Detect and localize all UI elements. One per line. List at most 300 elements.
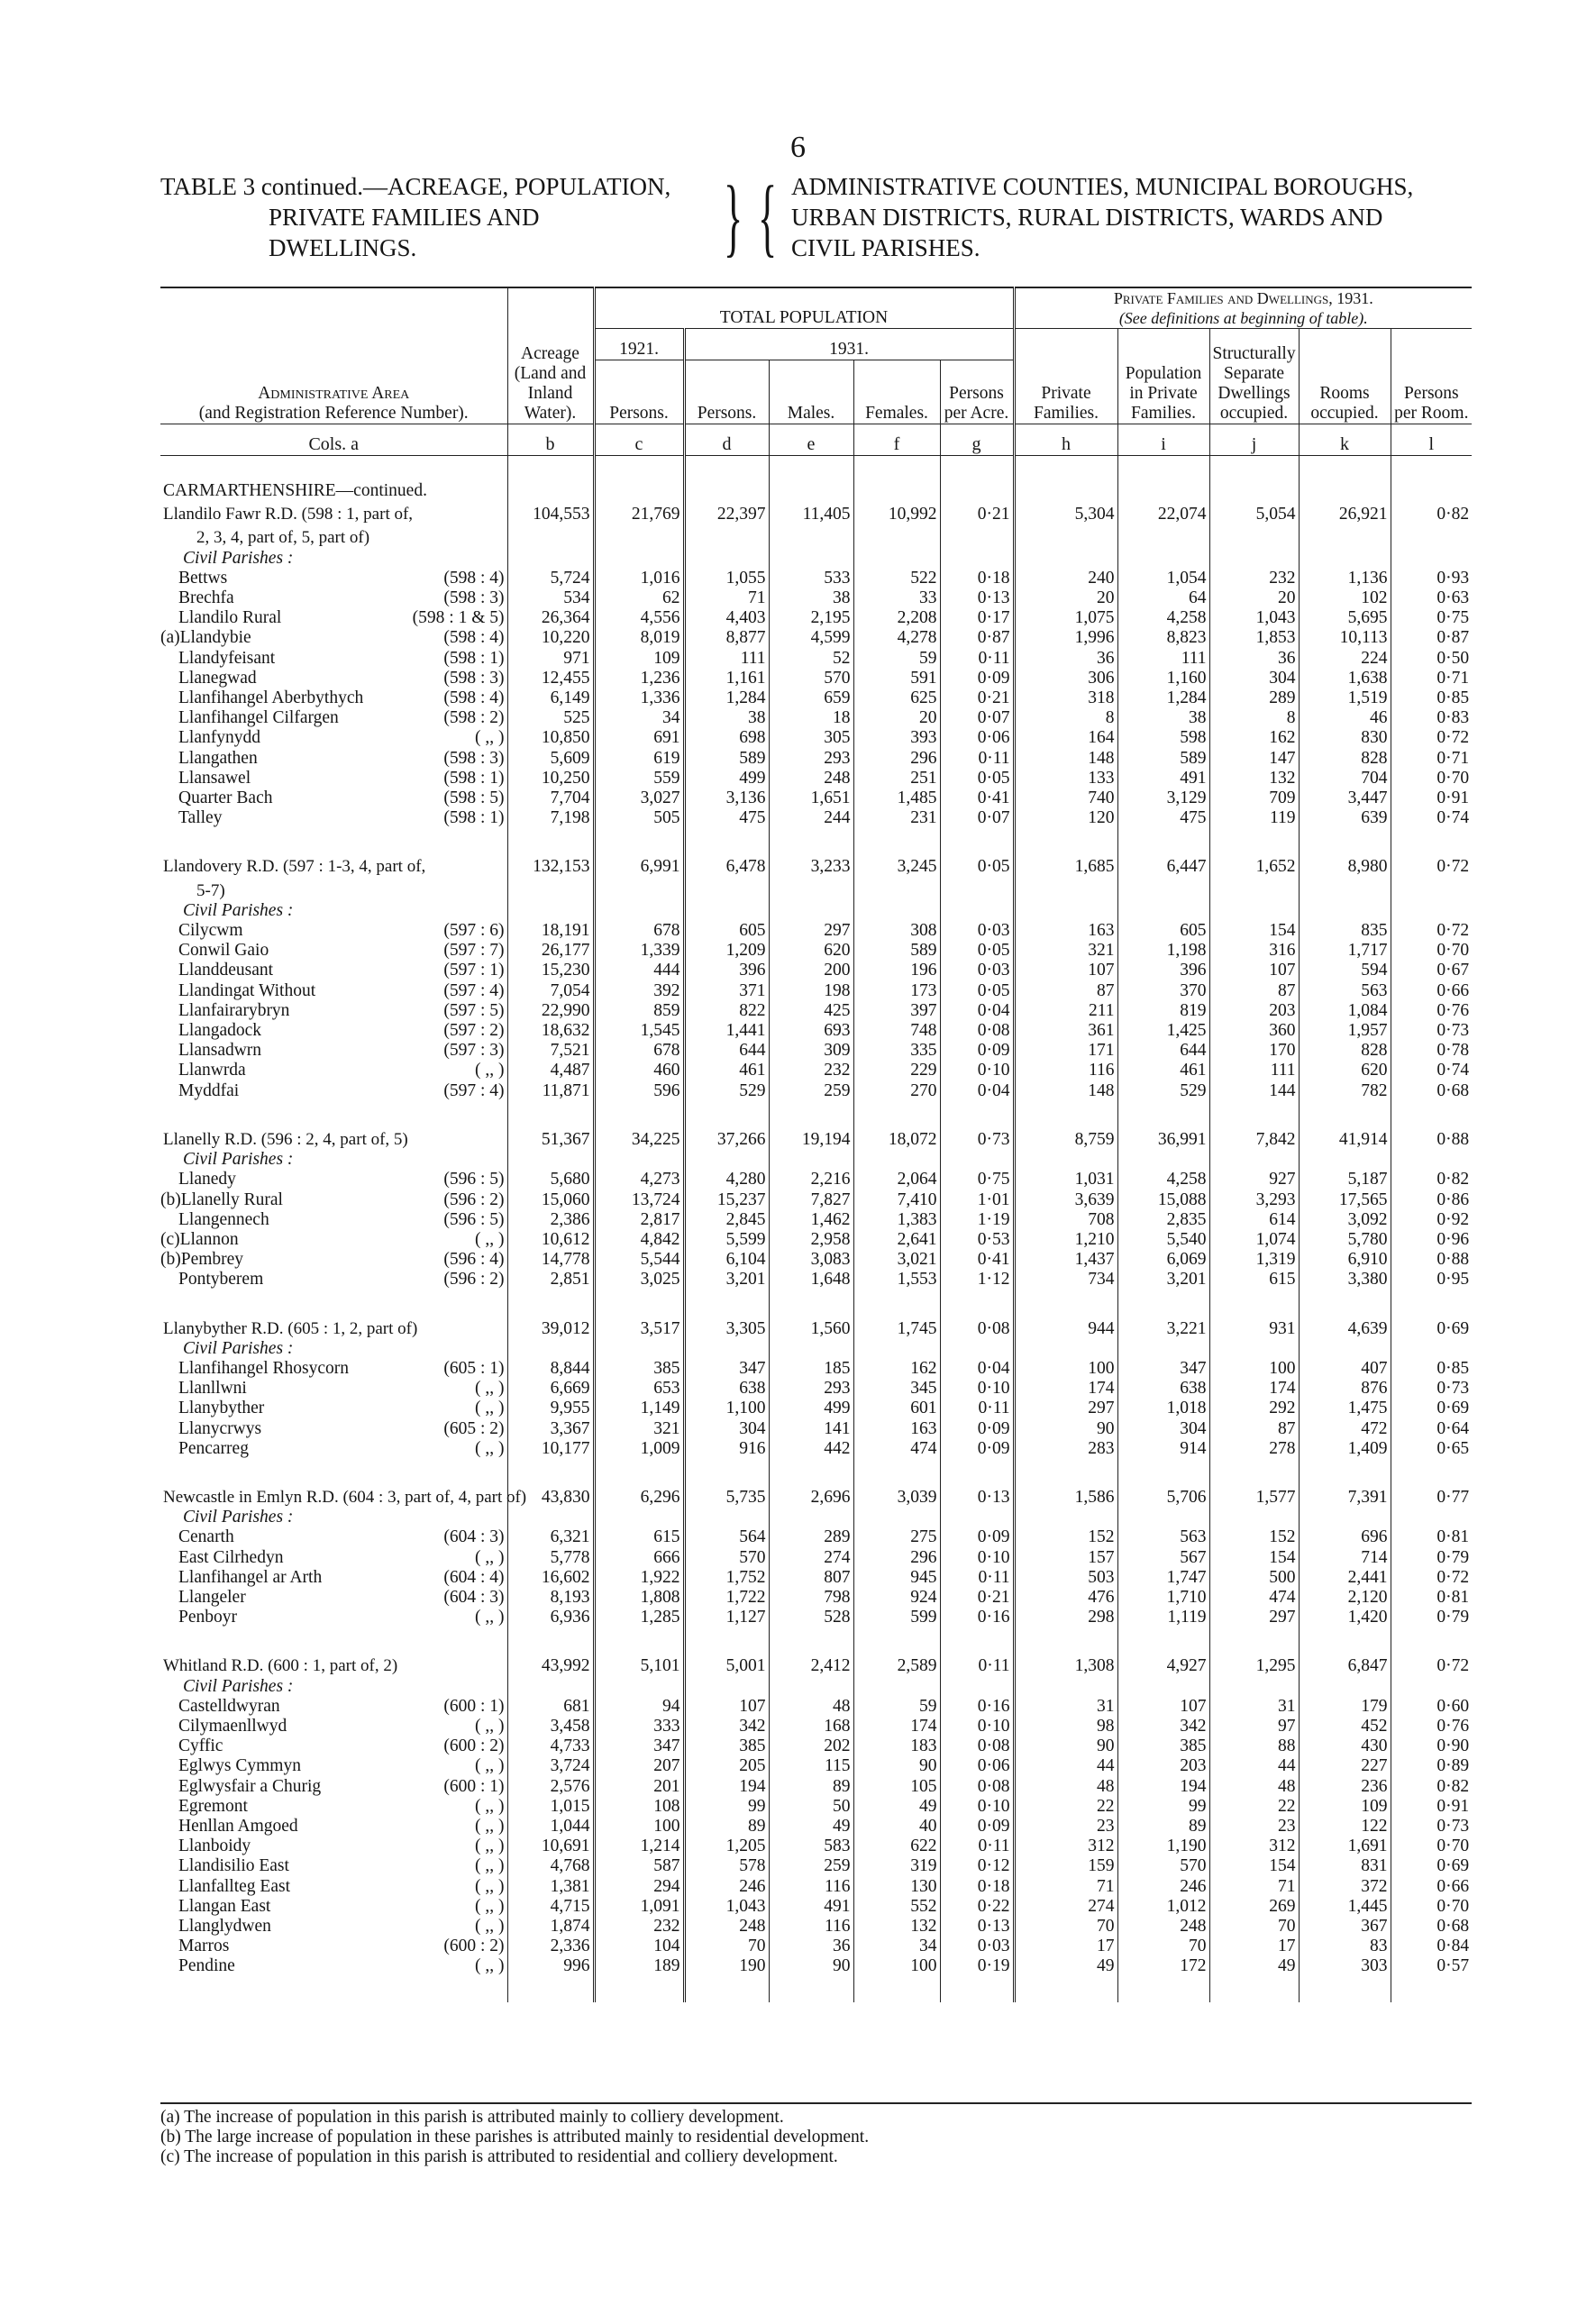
parish-row xyxy=(160,588,1472,608)
value-cell: 2,386 xyxy=(507,1210,594,1230)
value-cell: 7,198 xyxy=(507,808,594,828)
value-cell: 251 xyxy=(853,769,940,788)
value-cell: 49 xyxy=(1209,1956,1299,1976)
parish-name: Cilymaenllwyd xyxy=(178,1716,287,1736)
parish-row xyxy=(160,921,1472,941)
value-cell: 164 xyxy=(1014,728,1117,748)
page-number: 6 xyxy=(790,131,806,164)
district-name-cell xyxy=(160,853,507,877)
value-cell: 1,160 xyxy=(1117,669,1209,688)
value-cell: 876 xyxy=(1299,1379,1391,1399)
empty-cell xyxy=(684,1977,769,2002)
value-cell: 0·73 xyxy=(1391,1021,1472,1041)
parish-name: Cenarth xyxy=(178,1527,234,1547)
title-brace-left: { xyxy=(757,169,778,266)
empty-cell xyxy=(1299,1459,1391,1484)
value-cell: 475 xyxy=(1117,808,1209,828)
value-cell: 274 xyxy=(1014,1897,1117,1917)
footnote-b: (b) The large increase of population in these parishes is attributed mainly to residential development. xyxy=(160,2128,870,2146)
value-cell: 31 xyxy=(1209,1697,1299,1717)
value-cell: 1,996 xyxy=(1014,628,1117,648)
value-cell: 371 xyxy=(684,981,769,1001)
parish-ref: ( ,, ) xyxy=(475,1837,505,1856)
value-cell: 499 xyxy=(684,769,769,788)
empty-cell xyxy=(1014,1677,1117,1697)
value-cell: 116 xyxy=(769,1917,853,1937)
empty-cell xyxy=(507,901,594,921)
empty-cell xyxy=(853,549,940,569)
value-cell: 2,208 xyxy=(853,608,940,628)
value-cell: 4,768 xyxy=(507,1856,594,1876)
empty-cell xyxy=(684,524,769,548)
value-cell: 194 xyxy=(1117,1777,1209,1797)
value-cell: 2,696 xyxy=(769,1484,853,1508)
county-heading-row xyxy=(160,481,1472,501)
value-cell: 111 xyxy=(684,649,769,669)
value-cell: 2,958 xyxy=(769,1230,853,1250)
parish-row xyxy=(160,1399,1472,1418)
parish-name-cell xyxy=(160,1041,507,1061)
value-cell: 698 xyxy=(684,728,769,748)
value-cell: 644 xyxy=(1117,1041,1209,1061)
parish-ref: (596 : 5) xyxy=(443,1209,505,1229)
value-cell: 1,285 xyxy=(594,1608,684,1627)
empty-cell xyxy=(940,828,1014,853)
value-cell: 132 xyxy=(1209,769,1299,788)
parish-ref: ( ,, ) xyxy=(475,1716,505,1736)
value-cell: 98 xyxy=(1014,1717,1117,1736)
parish-name-cell xyxy=(160,1697,507,1717)
value-cell: 87 xyxy=(1209,981,1299,1001)
parish-name-cell xyxy=(160,588,507,608)
empty-cell xyxy=(1299,549,1391,569)
value-cell: 678 xyxy=(594,921,684,941)
empty-cell xyxy=(507,1150,594,1170)
value-cell: 5,680 xyxy=(507,1170,594,1189)
parish-row xyxy=(160,1359,1472,1379)
empty-cell xyxy=(1391,1627,1472,1653)
parish-row xyxy=(160,981,1472,1001)
value-cell: 246 xyxy=(684,1877,769,1897)
value-cell: 70 xyxy=(1209,1917,1299,1937)
parish-ref: (598 : 3) xyxy=(443,668,505,688)
value-cell: 1,054 xyxy=(1117,569,1209,588)
empty-cell xyxy=(594,1290,684,1316)
value-cell: 476 xyxy=(1014,1588,1117,1608)
value-cell: 198 xyxy=(769,981,853,1001)
value-cell: 5,706 xyxy=(1117,1484,1209,1508)
value-cell: 2,195 xyxy=(769,608,853,628)
district-name-cell xyxy=(160,1653,507,1676)
parish-name: Llanedy xyxy=(178,1170,236,1189)
parish-row xyxy=(160,1021,1472,1041)
value-cell: 312 xyxy=(1209,1837,1299,1856)
parish-ref: ( ,, ) xyxy=(475,1917,505,1936)
parish-row xyxy=(160,749,1472,769)
value-cell: 46 xyxy=(1299,708,1391,728)
value-cell: 22,074 xyxy=(1117,501,1209,524)
value-cell: 335 xyxy=(853,1041,940,1061)
parish-ref: (598 : 2) xyxy=(443,708,505,728)
value-cell: 87 xyxy=(1014,981,1117,1001)
col-letter-a: Cols. a xyxy=(160,424,507,456)
value-cell: 1,717 xyxy=(1299,941,1391,961)
empty-cell xyxy=(940,524,1014,548)
value-cell: 109 xyxy=(1299,1797,1391,1817)
value-cell: 0·73 xyxy=(1391,1817,1472,1837)
value-cell: 173 xyxy=(853,981,940,1001)
parish-name: Cyffic xyxy=(178,1736,223,1756)
value-cell: 639 xyxy=(1299,808,1391,828)
value-cell: 1·19 xyxy=(940,1210,1014,1230)
value-cell: 26,921 xyxy=(1299,501,1391,524)
parish-name-cell xyxy=(160,1439,507,1459)
district-row xyxy=(160,1316,1472,1339)
value-cell: 15,060 xyxy=(507,1190,594,1210)
value-cell: 1,638 xyxy=(1299,669,1391,688)
value-cell: 0·81 xyxy=(1391,1588,1472,1608)
parish-name-cell xyxy=(160,1270,507,1290)
title-right xyxy=(791,171,1503,263)
value-cell: 615 xyxy=(594,1527,684,1547)
value-cell: 304 xyxy=(684,1419,769,1439)
value-cell: 491 xyxy=(1117,769,1209,788)
value-cell: 8,877 xyxy=(684,628,769,648)
value-cell: 100 xyxy=(1014,1359,1117,1379)
value-cell: 157 xyxy=(1014,1548,1117,1568)
parish-name: East Cilrhedyn xyxy=(178,1547,284,1567)
value-cell: 474 xyxy=(1209,1588,1299,1608)
value-cell: 748 xyxy=(853,1021,940,1041)
value-cell: 1,652 xyxy=(1209,853,1299,877)
value-cell: 189 xyxy=(594,1956,684,1976)
parish-name: Eglwysfair a Churig xyxy=(178,1776,322,1796)
value-cell: 8 xyxy=(1209,708,1299,728)
district-ref: (598 : 1, part of, xyxy=(301,505,414,524)
parish-name-cell xyxy=(160,1837,507,1856)
value-cell: 0·11 xyxy=(940,749,1014,769)
value-cell: 12,455 xyxy=(507,669,594,688)
value-cell: 17,565 xyxy=(1299,1190,1391,1210)
empty-cell xyxy=(1117,878,1209,901)
value-cell: 116 xyxy=(1014,1061,1117,1080)
civil-parishes-label: Civil Parishes : xyxy=(183,548,294,568)
empty-cell xyxy=(1391,1150,1472,1170)
parish-ref: (600 : 2) xyxy=(443,1736,505,1756)
civil-parishes-label-row xyxy=(160,1508,1472,1527)
value-cell: 638 xyxy=(684,1379,769,1399)
value-cell: 0·66 xyxy=(1391,981,1472,1001)
empty-cell xyxy=(940,1459,1014,1484)
empty-cell xyxy=(594,1101,684,1126)
parish-name: Llangan East xyxy=(178,1896,271,1916)
value-cell: 1,651 xyxy=(769,788,853,808)
value-cell: 1,043 xyxy=(1209,608,1299,628)
value-cell: 0·18 xyxy=(940,569,1014,588)
value-cell: 0·69 xyxy=(1391,1856,1472,1876)
empty-cell xyxy=(594,1459,684,1484)
title-brace-right: } xyxy=(723,169,743,266)
value-cell: 1,752 xyxy=(684,1568,769,1588)
value-cell: 1,198 xyxy=(1117,941,1209,961)
parish-name-cell xyxy=(160,1190,507,1210)
title-right-line-3: CIVIL PARISHES. xyxy=(791,234,980,261)
parish-name: Llanddeusant xyxy=(178,961,274,980)
value-cell: 0·19 xyxy=(940,1956,1014,1976)
value-cell: 0·90 xyxy=(1391,1736,1472,1756)
value-cell: 4,280 xyxy=(684,1170,769,1189)
value-cell: 619 xyxy=(594,749,684,769)
value-cell: 15,088 xyxy=(1117,1190,1209,1210)
parish-name-cell xyxy=(160,628,507,648)
value-cell: 533 xyxy=(769,569,853,588)
value-cell: 6,847 xyxy=(1299,1653,1391,1676)
value-cell: 100 xyxy=(594,1817,684,1837)
value-cell: 202 xyxy=(769,1736,853,1756)
value-cell: 6,104 xyxy=(684,1250,769,1270)
parish-row xyxy=(160,1548,1472,1568)
value-cell: 227 xyxy=(1299,1756,1391,1776)
empty-cell xyxy=(1014,1101,1117,1126)
value-cell: 0·21 xyxy=(940,1588,1014,1608)
parish-name-cell xyxy=(160,941,507,961)
value-cell: 48 xyxy=(1209,1777,1299,1797)
parish-name-cell xyxy=(160,1061,507,1080)
parish-name: Llanycrwys xyxy=(178,1418,262,1438)
value-cell: 0·08 xyxy=(940,1021,1014,1041)
value-cell: 10,177 xyxy=(507,1439,594,1459)
value-cell: 1,016 xyxy=(594,569,684,588)
parish-name: Llanfallteg East xyxy=(178,1876,290,1896)
parish-ref: (600 : 1) xyxy=(443,1696,505,1716)
value-cell: 1,383 xyxy=(853,1210,940,1230)
parish-name-cell xyxy=(160,1568,507,1588)
value-cell: 36 xyxy=(1014,649,1117,669)
parish-row xyxy=(160,1210,1472,1230)
empty-cell xyxy=(1209,828,1299,853)
value-cell: 0·11 xyxy=(940,1568,1014,1588)
value-cell: 205 xyxy=(684,1756,769,1776)
parish-name-cell xyxy=(160,808,507,828)
value-cell: 0·72 xyxy=(1391,728,1472,748)
empty-cell xyxy=(684,1150,769,1170)
value-cell: 289 xyxy=(1209,688,1299,708)
value-cell: 132 xyxy=(853,1917,940,1937)
value-cell: 614 xyxy=(1209,1210,1299,1230)
header-year-1921: 1921. xyxy=(594,329,684,360)
value-cell: 0·91 xyxy=(1391,788,1472,808)
value-cell: 396 xyxy=(1117,961,1209,980)
district-ref: (604 : 3, part of, 4, part of) xyxy=(342,1487,527,1507)
value-cell: 1,308 xyxy=(1014,1653,1117,1676)
value-cell: 0·05 xyxy=(940,981,1014,1001)
value-cell: 709 xyxy=(1209,788,1299,808)
value-cell: 0·72 xyxy=(1391,1568,1472,1588)
value-cell: 48 xyxy=(769,1697,853,1717)
empty-cell xyxy=(1209,1101,1299,1126)
header-persons-per-acre: Persons per Acre. xyxy=(940,360,1014,424)
value-cell: 578 xyxy=(684,1856,769,1876)
spacer-row xyxy=(160,1627,1472,1653)
value-cell: 174 xyxy=(1209,1379,1299,1399)
value-cell: 1,009 xyxy=(594,1439,684,1459)
value-cell: 914 xyxy=(1117,1439,1209,1459)
value-cell: 297 xyxy=(769,921,853,941)
value-cell: 312 xyxy=(1014,1837,1117,1856)
value-cell: 828 xyxy=(1299,749,1391,769)
value-cell: 240 xyxy=(1014,569,1117,588)
parish-row xyxy=(160,608,1472,628)
parish-row xyxy=(160,1797,1472,1817)
value-cell: 678 xyxy=(594,1041,684,1061)
value-cell: 7,391 xyxy=(1299,1484,1391,1508)
value-cell: 8 xyxy=(1014,708,1117,728)
value-cell: 71 xyxy=(684,588,769,608)
value-cell: 269 xyxy=(1209,1897,1299,1917)
empty-cell xyxy=(684,1339,769,1359)
value-cell: 7,410 xyxy=(853,1190,940,1210)
value-cell: 231 xyxy=(853,808,940,828)
value-cell: 170 xyxy=(1209,1041,1299,1061)
header-persons-1931: Persons. xyxy=(684,360,769,424)
value-cell: 2,441 xyxy=(1299,1568,1391,1588)
value-cell: 248 xyxy=(684,1917,769,1937)
value-cell: 293 xyxy=(769,749,853,769)
value-cell: 461 xyxy=(1117,1061,1209,1080)
value-cell: 59 xyxy=(853,649,940,669)
parish-ref: (598 : 3) xyxy=(443,588,505,608)
value-cell: 38 xyxy=(769,588,853,608)
value-cell: 347 xyxy=(1117,1359,1209,1379)
empty-cell xyxy=(1299,524,1391,548)
value-cell: 5,544 xyxy=(594,1250,684,1270)
value-cell: 70 xyxy=(1014,1917,1117,1937)
value-cell: 0·68 xyxy=(1391,1917,1472,1937)
empty-cell xyxy=(1299,1977,1391,2002)
value-cell: 342 xyxy=(684,1717,769,1736)
parish-ref: (598 : 3) xyxy=(443,748,505,768)
value-cell: 0·63 xyxy=(1391,588,1472,608)
value-cell: 996 xyxy=(507,1956,594,1976)
value-cell: 15,230 xyxy=(507,961,594,980)
value-cell: 297 xyxy=(1209,1608,1299,1627)
value-cell: 104 xyxy=(594,1937,684,1956)
value-cell: 0·21 xyxy=(940,688,1014,708)
value-cell: 0·75 xyxy=(1391,608,1472,628)
value-cell: 100 xyxy=(1209,1359,1299,1379)
title-left-line-1: TABLE 3 continued.—ACREAGE, POPULATION, xyxy=(160,173,671,200)
value-cell: 179 xyxy=(1299,1697,1391,1717)
value-cell: 7,842 xyxy=(1209,1126,1299,1150)
value-cell: 5,101 xyxy=(594,1653,684,1676)
parish-name-cell xyxy=(160,1797,507,1817)
value-cell: 293 xyxy=(769,1379,853,1399)
value-cell: 0·77 xyxy=(1391,1484,1472,1508)
header-private-families-group xyxy=(1014,287,1472,329)
value-cell: 0·79 xyxy=(1391,1548,1472,1568)
value-cell: 0·08 xyxy=(940,1316,1014,1339)
value-cell: 107 xyxy=(1209,961,1299,980)
value-cell: 503 xyxy=(1014,1568,1117,1588)
empty-cell xyxy=(853,1290,940,1316)
parish-name-cell xyxy=(160,569,507,588)
value-cell: 49 xyxy=(769,1817,853,1837)
value-cell: 15,237 xyxy=(684,1190,769,1210)
empty-cell xyxy=(1391,1508,1472,1527)
col-letter-b: b xyxy=(507,424,594,456)
empty-cell xyxy=(507,1677,594,1697)
parish-name: Llanllwni xyxy=(178,1379,247,1399)
value-cell: 6,447 xyxy=(1117,853,1209,877)
value-cell: 5,780 xyxy=(1299,1230,1391,1250)
value-cell: 644 xyxy=(684,1041,769,1061)
empty-cell xyxy=(1209,524,1299,548)
value-cell: 1,336 xyxy=(594,688,684,708)
value-cell: 10,691 xyxy=(507,1837,594,1856)
empty-cell xyxy=(1014,1977,1117,2002)
value-cell: 638 xyxy=(1117,1379,1209,1399)
parish-ref: (597 : 1) xyxy=(443,961,505,980)
value-cell: 1,874 xyxy=(507,1917,594,1937)
parish-ref: ( ,, ) xyxy=(475,1796,505,1816)
district-row xyxy=(160,853,1472,877)
value-cell: 119 xyxy=(1209,808,1299,828)
parish-name-cell xyxy=(160,1777,507,1797)
value-cell: 2,336 xyxy=(507,1937,594,1956)
value-cell: 236 xyxy=(1299,1777,1391,1797)
value-cell: 6,936 xyxy=(507,1608,594,1627)
empty-cell xyxy=(1117,1677,1209,1697)
value-cell: 0·04 xyxy=(940,1001,1014,1021)
value-cell: 693 xyxy=(769,1021,853,1041)
empty-cell xyxy=(769,1459,853,1484)
empty-cell xyxy=(1117,1508,1209,1527)
empty-cell xyxy=(684,549,769,569)
value-cell: 1,236 xyxy=(594,669,684,688)
empty-cell xyxy=(507,828,594,853)
col-letter-j: j xyxy=(1209,424,1299,456)
parish-row xyxy=(160,1527,1472,1547)
value-cell: 0·10 xyxy=(940,1061,1014,1080)
empty-cell xyxy=(1209,1677,1299,1697)
value-cell: 278 xyxy=(1209,1439,1299,1459)
empty-cell xyxy=(160,1101,507,1126)
parish-row xyxy=(160,1250,1472,1270)
empty-cell xyxy=(160,828,507,853)
parish-name: Llangennech xyxy=(178,1209,269,1229)
empty-cell xyxy=(1391,549,1472,569)
empty-cell xyxy=(160,1977,507,2002)
value-cell: 111 xyxy=(1117,649,1209,669)
parish-row xyxy=(160,688,1472,708)
value-cell: 8,193 xyxy=(507,1588,594,1608)
value-cell: 491 xyxy=(769,1897,853,1917)
value-cell: 0·09 xyxy=(940,669,1014,688)
value-cell: 1,545 xyxy=(594,1021,684,1041)
parish-ref: ( ,, ) xyxy=(475,1399,505,1418)
header-year-1931: 1931. xyxy=(684,329,1014,360)
value-cell: 0·82 xyxy=(1391,1777,1472,1797)
value-cell: 99 xyxy=(1117,1797,1209,1817)
value-cell: 522 xyxy=(853,569,940,588)
value-cell: 0·78 xyxy=(1391,1041,1472,1061)
parish-name: Eglwys Cymmyn xyxy=(178,1756,301,1776)
value-cell: 34,225 xyxy=(594,1126,684,1150)
value-cell: 1,295 xyxy=(1209,1653,1299,1676)
value-cell: 1,149 xyxy=(594,1399,684,1418)
district-ref: 2, 3, 4, part of, 5, part of) xyxy=(196,528,370,548)
empty-cell xyxy=(1014,1459,1117,1484)
